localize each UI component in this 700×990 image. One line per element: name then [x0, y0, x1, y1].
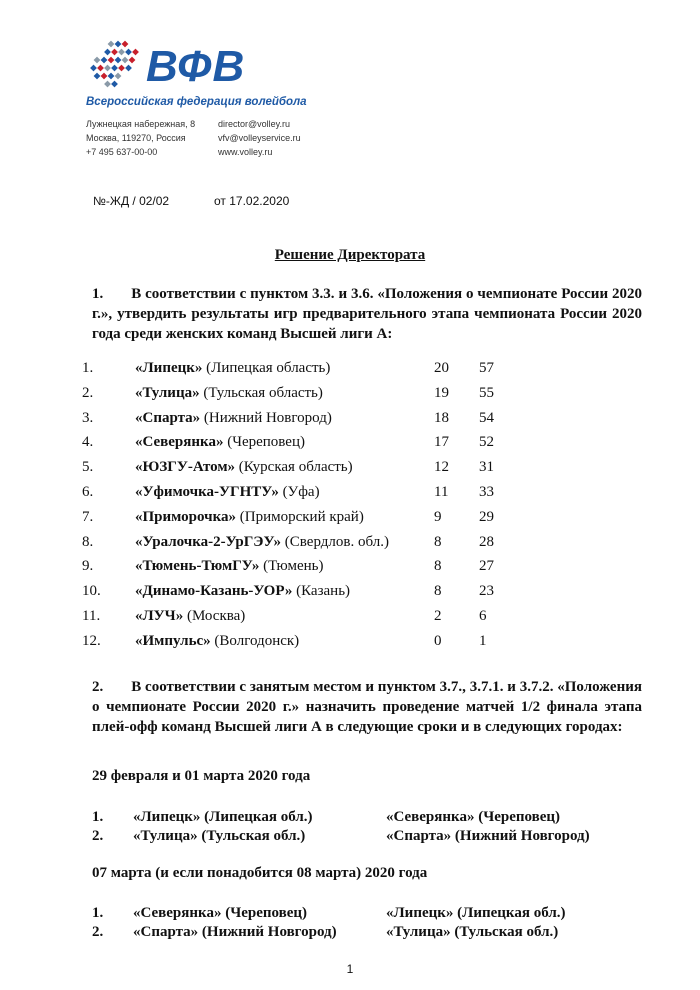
match-row — [0, 809, 700, 829]
section-body: В соответствии с занятым местом и пунктом 3.7., 3.7.1. и 3.7.2. «Положения о чемпионате России 2020 г.» назначить проведение матчей 1/2 финала этапа плей-офф команд Высшей лиги А в следующие сроки и в следующих городах: — [92, 679, 642, 735]
standings-position: 6. — [82, 483, 94, 500]
team-name: «Импульс» — [135, 632, 211, 649]
team-region: (Тульская область) — [203, 384, 323, 401]
round-2-date: 07 марта (и если понадобится 08 марта) 2020 года — [92, 865, 428, 881]
standings-row — [0, 507, 700, 532]
standings-points: 29 — [479, 508, 494, 525]
match-row — [0, 828, 700, 848]
standings-points: 23 — [479, 583, 494, 600]
standings-position: 1. — [82, 360, 94, 376]
team-name: «Спарта» — [135, 409, 201, 426]
match-home-team: «Северянка» (Череповец) — [133, 905, 308, 921]
phone-number: +7 495 637-00-00 — [86, 147, 158, 157]
standings-wins: 20 — [434, 360, 449, 376]
standings-team — [135, 633, 299, 650]
document-number: №-ЖД / 02/02 — [93, 194, 170, 208]
match-away-team: «Тулица» (Тульская обл.) — [386, 924, 559, 940]
standings-team — [135, 608, 245, 625]
section-number: 1. — [92, 286, 104, 302]
match-away-team: «Северянка» (Череповец) — [386, 809, 561, 825]
standings-row — [0, 581, 700, 606]
team-name: «Уфимочка-УГНТУ» — [135, 483, 279, 500]
team-name: «Липецк» — [135, 360, 203, 376]
team-region: (Свердлов. обл.) — [284, 533, 389, 550]
team-region: (Казань) — [296, 583, 351, 600]
team-region: (Липецкая область) — [206, 360, 331, 376]
standings-team — [135, 410, 332, 427]
standings-row — [0, 457, 700, 482]
standings-position: 8. — [82, 533, 94, 550]
standings-row — [0, 358, 700, 383]
standings-team — [135, 484, 320, 501]
standings-row — [0, 482, 700, 507]
match-row — [0, 924, 700, 944]
team-region: (Череповец) — [227, 434, 305, 451]
page-number: 1 — [346, 962, 354, 976]
section-1-text — [92, 284, 642, 344]
match-away-team: «Спарта» (Нижний Новгород) — [386, 828, 590, 844]
team-region: (Волгодонск) — [214, 632, 300, 649]
section-number: 2. — [92, 679, 104, 695]
standings-position: 2. — [82, 384, 94, 401]
email-link[interactable]: vfv@volleyservice.ru — [218, 133, 301, 143]
address-block — [86, 117, 195, 159]
standings-team — [135, 534, 389, 551]
match-number: 2. — [92, 828, 104, 844]
team-name: «Северянка» — [135, 434, 224, 451]
team-name: «Уралочка-2-УрГЭУ» — [135, 533, 282, 550]
standings-position: 9. — [82, 558, 94, 575]
standings-table — [0, 358, 700, 656]
standings-wins: 12 — [434, 459, 449, 476]
standings-position: 4. — [82, 434, 94, 451]
section-2-text — [92, 677, 642, 737]
team-region: (Москва) — [186, 607, 246, 624]
document-date: от 17.02.2020 — [214, 194, 290, 208]
logo-text: ВФВ — [146, 42, 246, 91]
standings-points: 28 — [479, 533, 494, 550]
match-row — [0, 905, 700, 925]
standings-points: 57 — [479, 360, 494, 376]
team-region: (Нижний Новгород) — [203, 409, 332, 426]
standings-team — [135, 558, 324, 575]
team-name: «ЮЗГУ-Атом» — [135, 459, 236, 476]
standings-row — [0, 631, 700, 656]
match-number: 2. — [92, 924, 104, 940]
standings-wins: 19 — [434, 384, 449, 401]
website-link[interactable]: www.volley.ru — [218, 147, 273, 157]
email-link[interactable]: director@volley.ru — [218, 119, 290, 129]
standings-team — [135, 583, 350, 600]
standings-team — [135, 434, 305, 451]
contact-block — [218, 117, 301, 159]
standings-position: 10. — [82, 583, 101, 600]
standings-wins: 11 — [434, 483, 449, 500]
address-line: Москва, 119270, Россия — [86, 133, 186, 143]
team-region: (Курская область) — [238, 459, 353, 476]
match-home-team: «Тулица» (Тульская обл.) — [133, 828, 306, 844]
match-home-team: «Спарта» (Нижний Новгород) — [133, 924, 337, 940]
standings-team — [135, 459, 353, 476]
standings-row — [0, 556, 700, 581]
standings-position: 7. — [82, 508, 94, 525]
standings-wins: 2 — [434, 607, 442, 624]
standings-points: 31 — [479, 459, 494, 476]
round-1-date: 29 февраля и 01 марта 2020 года — [92, 768, 311, 784]
standings-wins: 8 — [434, 583, 442, 600]
standings-wins: 0 — [434, 632, 442, 649]
team-name: «Приморочка» — [135, 508, 237, 525]
standings-points: 33 — [479, 483, 494, 500]
match-home-team: «Липецк» (Липецкая обл.) — [133, 809, 313, 825]
team-region: (Приморский край) — [239, 508, 364, 525]
team-name: «Тюмень-ТюмГУ» — [135, 558, 260, 575]
standings-position: 3. — [82, 409, 94, 426]
volleyball-diamond-icon — [86, 40, 142, 94]
team-name: «Динамо-Казань-УОР» — [135, 583, 293, 600]
document-title: Решение Директората — [274, 247, 426, 263]
match-number: 1. — [92, 905, 104, 921]
standings-row — [0, 432, 700, 457]
standings-row — [0, 532, 700, 557]
team-region: (Уфа) — [282, 483, 320, 500]
address-line: Лужнецкая набережная, 8 — [86, 119, 196, 129]
standings-points: 55 — [479, 384, 494, 401]
standings-points: 27 — [479, 558, 494, 575]
team-name: «ЛУЧ» — [135, 607, 184, 624]
standings-row — [0, 408, 700, 433]
standings-points: 1 — [479, 632, 487, 649]
standings-team — [135, 509, 364, 526]
match-number: 1. — [92, 809, 104, 825]
standings-points: 54 — [479, 409, 494, 426]
standings-wins: 8 — [434, 558, 442, 575]
standings-team — [135, 360, 330, 377]
standings-position: 5. — [82, 459, 94, 476]
standings-wins: 9 — [434, 508, 442, 525]
standings-row — [0, 606, 700, 631]
standings-points: 6 — [479, 607, 487, 624]
standings-row — [0, 383, 700, 408]
standings-position: 12. — [82, 632, 101, 649]
section-body: В соответствии с пунктом 3.3. и 3.6. «Положения о чемпионате России 2020 г.», утвердить результаты игр предварительного этапа чемпионата России 2020 года среди женских команд Высшей лиги А: — [92, 286, 642, 342]
standings-team — [135, 385, 323, 402]
standings-points: 52 — [479, 434, 494, 451]
standings-wins: 18 — [434, 409, 449, 426]
standings-wins: 8 — [434, 533, 442, 550]
match-away-team: «Липецк» (Липецкая обл.) — [386, 905, 566, 921]
standings-position: 11. — [82, 607, 101, 624]
team-name: «Тулица» — [135, 384, 200, 401]
team-region: (Тюмень) — [263, 558, 324, 575]
organization-name: Всероссийская федерация волейбола — [86, 96, 307, 108]
standings-wins: 17 — [434, 434, 449, 451]
